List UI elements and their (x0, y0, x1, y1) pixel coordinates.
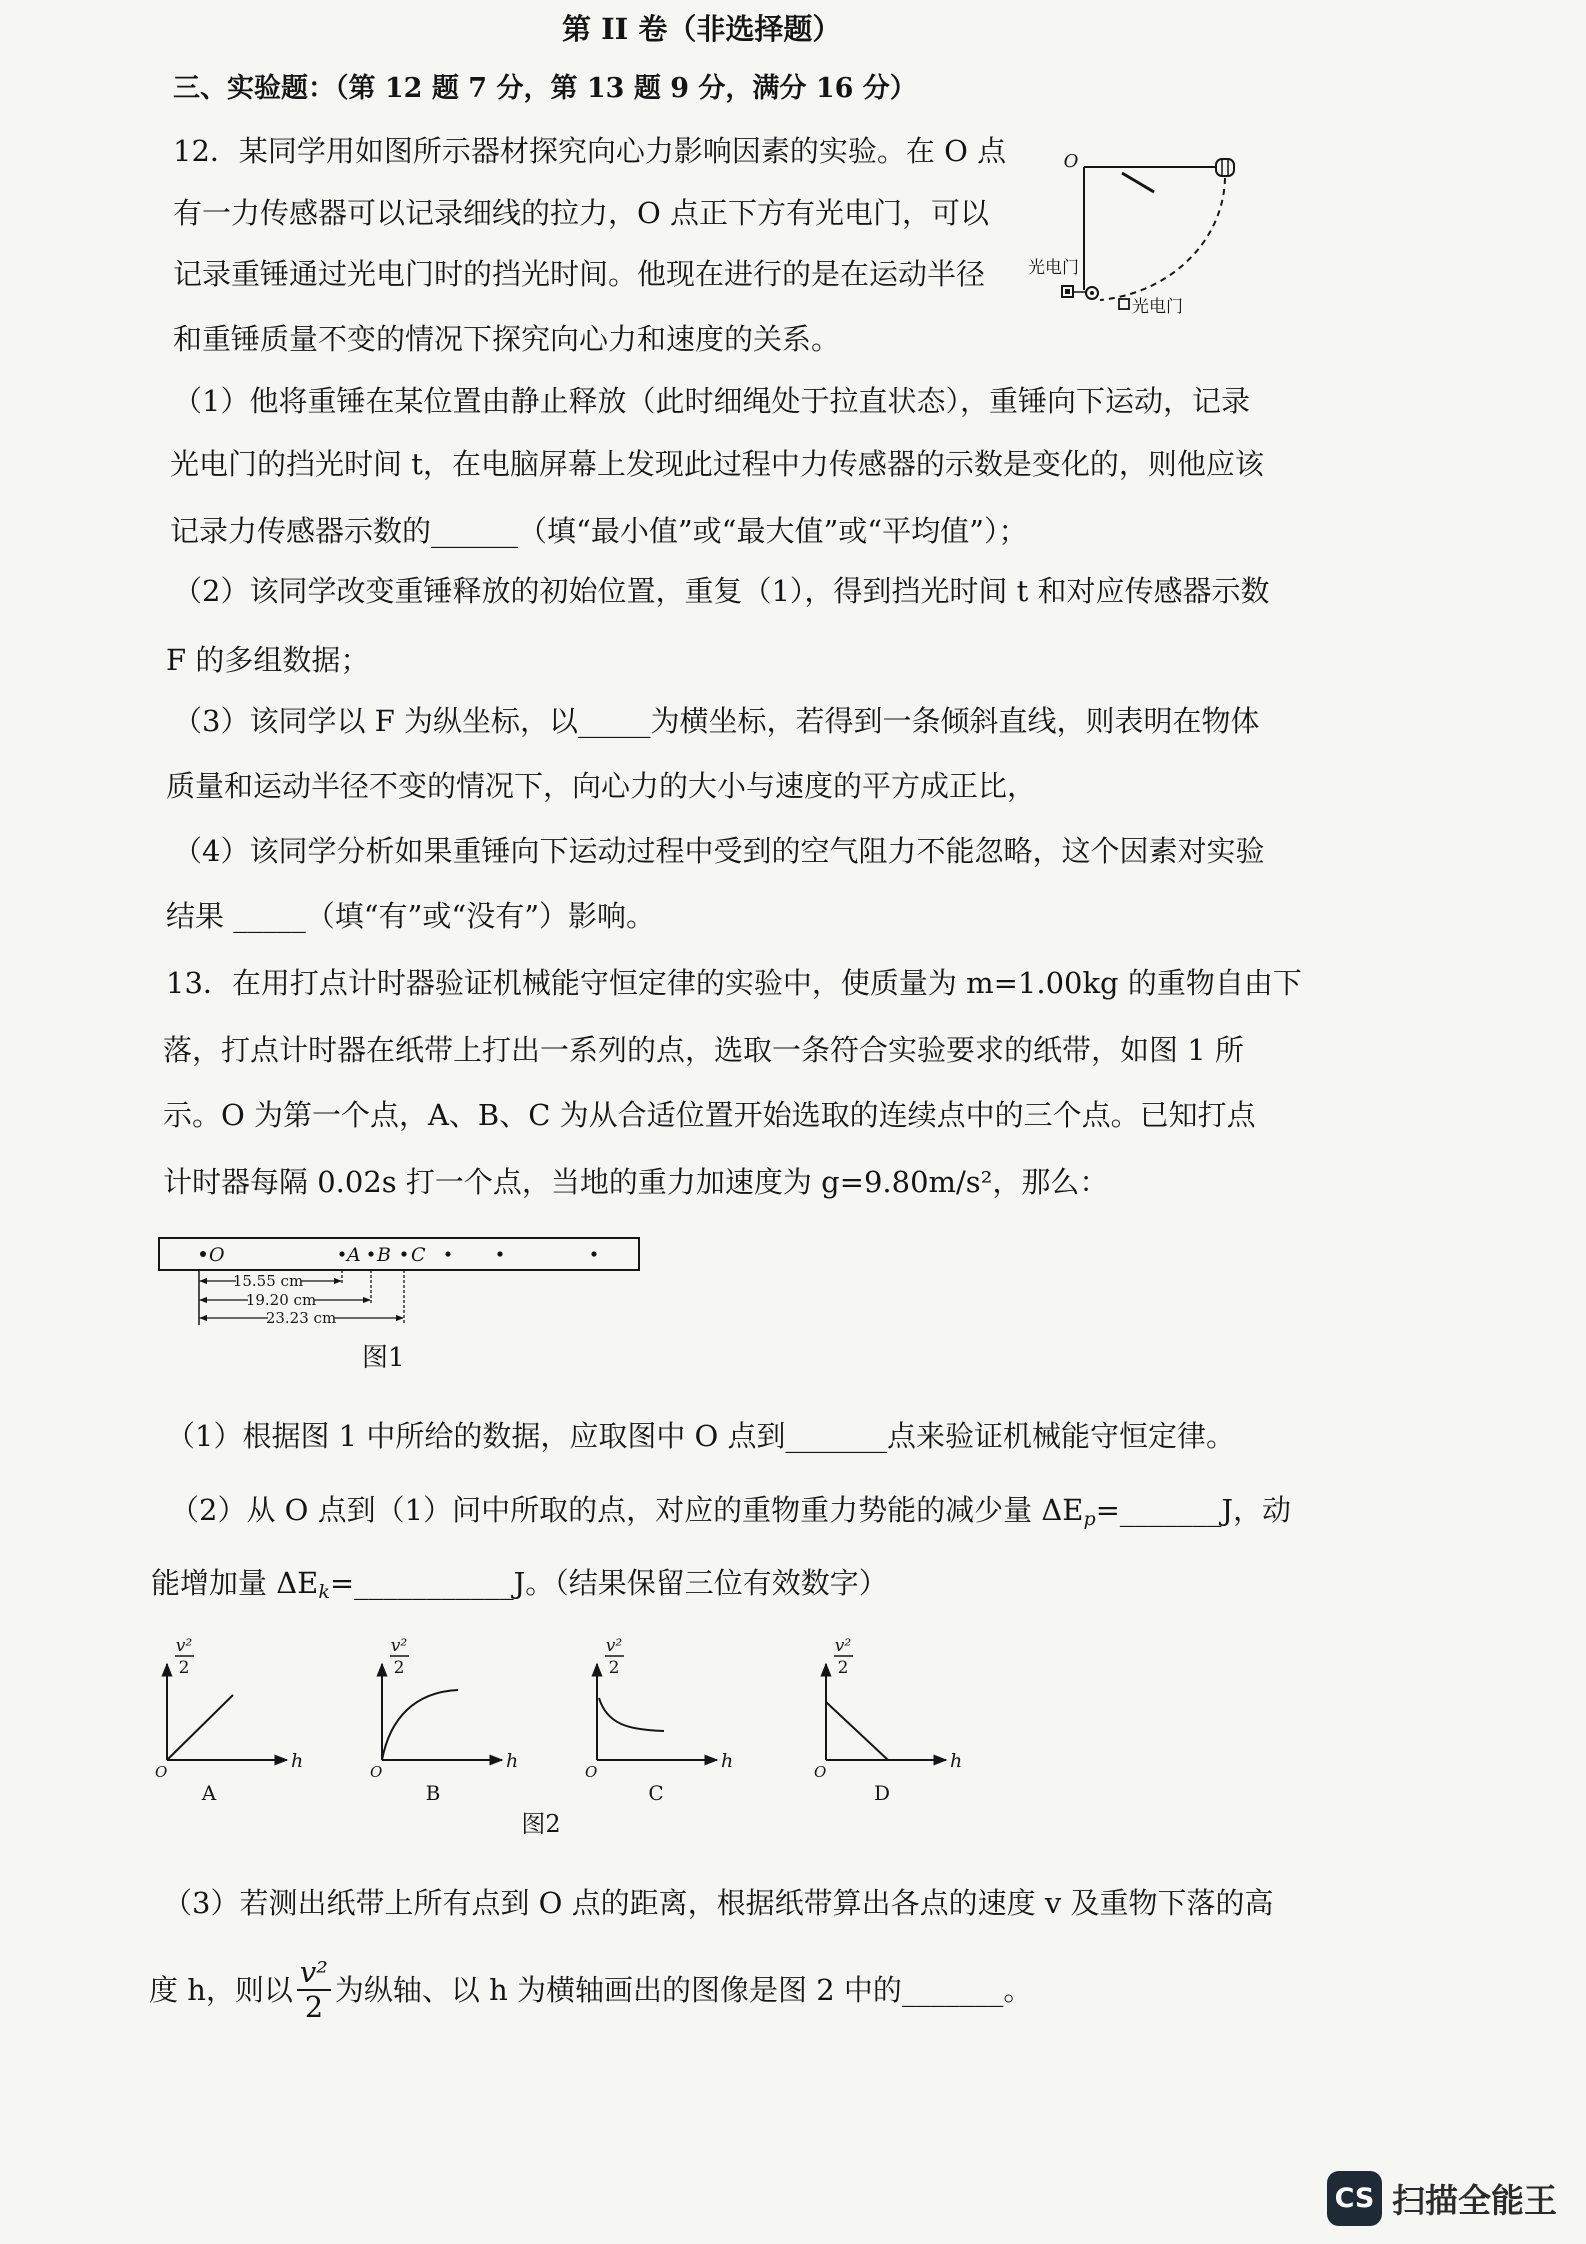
origin-label: O (814, 1763, 827, 1781)
x-axis-label: h (721, 1750, 734, 1772)
q12-part4-line-2: 结果 _____（填“有”或“没有”）影响。 (166, 899, 656, 933)
graph-options-figure (140, 1628, 980, 1843)
tape-label-c: C (411, 1244, 426, 1266)
q13-part2-line-1-lead: （2）从 O 点到（1）问中所取的点，对应的重物重力势能的减少量 ΔE (170, 1493, 1084, 1527)
swing-path-dashed (1100, 178, 1225, 300)
pendulum-apparatus-figure (1020, 140, 1260, 330)
graph-option-d (814, 1636, 962, 1805)
x-axis-label: h (506, 1750, 519, 1772)
distance-oa-label: 15.55 cm (232, 1272, 304, 1290)
pivot-label: O (1063, 151, 1079, 172)
section-heading: 三、实验题：（第 12 题 7 分，第 13 题 9 分，满分 16 分） (173, 73, 917, 104)
kinetic-energy-subscript: k (318, 1581, 330, 1603)
y-axis-label-denominator: 2 (178, 1658, 190, 1678)
tape-label-o: O (209, 1244, 225, 1266)
origin-label: O (155, 1763, 168, 1781)
q13-part3-line-2-tail: 为纵轴、以 h 为横轴画出的图像是图 2 中的_______。 (334, 1973, 1033, 2007)
q12-part4-line-1: （4）该同学分析如果重锤向下运动过程中受到的空气阻力不能忽略，这个因素对实验 (173, 834, 1265, 868)
paper-title: 第 II 卷（非选择题） (562, 12, 842, 46)
graph-option-b (370, 1636, 518, 1805)
tape-point (497, 1251, 502, 1256)
q13-stem-line-1: 13．在用打点计时器验证机械能守恒定律的实验中，使质量为 m=1.00kg 的重物自由下 (166, 966, 1302, 1000)
photogate-box-left-inner (1065, 289, 1070, 294)
scanner-logo-text: 扫描全能王 (1392, 2180, 1557, 2220)
origin-label: O (585, 1763, 598, 1781)
option-label-b: B (425, 1781, 441, 1805)
weight-released (1216, 159, 1234, 176)
tape-point (591, 1251, 596, 1256)
y-axis-label-numerator: v² (175, 1636, 193, 1656)
q13-part3-line-2 (149, 1948, 1032, 2032)
origin-label: O (370, 1763, 383, 1781)
graph-line-rising (167, 1695, 233, 1760)
q13-part3-line-2-lead: 度 h，则以 (149, 1973, 293, 2007)
option-label-d: D (873, 1781, 891, 1805)
y-axis-label-numerator: v² (390, 1636, 408, 1656)
graph-option-a (155, 1636, 303, 1805)
q12-stem-line-2: 有一力传感器可以记录细线的拉力，O 点正下方有光电门，可以 (173, 196, 989, 230)
q12-part3-line-2: 质量和运动半径不变的情况下，向心力的大小与速度的平方成正比， (166, 769, 1037, 803)
q13-part2-line-1-tail: =_______J，动 (1095, 1493, 1292, 1527)
q13-part1-line: （1）根据图 1 中所给的数据，应取图中 O 点到_______点来验证机械能守恒定律。 (166, 1419, 1236, 1453)
scanner-watermark (1327, 2170, 1557, 2226)
graph-option-c (585, 1636, 733, 1805)
gate-label-left: 光电门 (1028, 258, 1079, 278)
y-axis-label-numerator: v² (605, 1636, 623, 1656)
half-v-squared-fraction (297, 1956, 331, 2025)
q13-part2-line-2-tail: =___________J。（结果保留三位有效数字） (329, 1566, 888, 1600)
paper-tape-figure (150, 1228, 670, 1338)
q12-stem-line-1: 12．某同学用如图所示器材探究向心力影响因素的实验。在 O 点 (173, 134, 1007, 168)
tape-point-a (339, 1251, 344, 1256)
paper-tape (159, 1238, 639, 1270)
y-axis-label-denominator: 2 (837, 1658, 849, 1678)
x-axis-label: h (950, 1750, 963, 1772)
graph-line-falling (826, 1702, 888, 1760)
tape-label-b: B (377, 1244, 391, 1266)
q12-part1-line-2: 光电门的挡光时间 t，在电脑屏幕上发现此过程中力传感器的示数是变化的，则他应该 (170, 447, 1264, 481)
q13-stem-line-2: 落，打点计时器在纸带上打出一系列的点，选取一条符合实验要求的纸带，如图 1 所 (163, 1033, 1244, 1067)
graph-curve-saturating (382, 1690, 458, 1760)
q12-part2-line-1: （2）该同学改变重锤释放的初始位置，重复（1），得到挡光时间 t 和对应传感器示数 (173, 574, 1270, 608)
y-axis-label-denominator: 2 (393, 1658, 405, 1678)
gate-label-right: 光电门 (1132, 297, 1183, 317)
q12-stem-line-3: 记录重锤通过光电门时的挡光时间。他现在进行的是在运动半径 (173, 257, 986, 291)
q12-part1-line-1: （1）他将重锤在某位置由静止释放（此时细绳处于拉直状态），重锤向下运动，记录 (173, 384, 1250, 418)
figure-1-caption: 图1 (362, 1343, 405, 1373)
option-label-a: A (201, 1781, 217, 1805)
y-axis-label-numerator: v² (834, 1636, 852, 1656)
q12-part2-line-2: F 的多组数据； (166, 643, 370, 677)
tape-point-c (401, 1251, 406, 1256)
q13-part2-line-2 (151, 1565, 888, 1601)
fraction-numerator: v² (297, 1956, 331, 1991)
weight-bottom-core (1090, 291, 1094, 295)
scanner-logo-badge: CS (1327, 2171, 1382, 2226)
x-axis-label: h (291, 1750, 304, 1772)
distance-ob-label: 19.20 cm (245, 1291, 317, 1309)
figure-2-caption: 图2 (521, 1810, 561, 1838)
q12-stem-line-4: 和重锤质量不变的情况下探究向心力和速度的关系。 (173, 322, 841, 356)
q12-part3-line-1: （3）该同学以 F 为纵坐标，以_____为横坐标，若得到一条倾斜直线，则表明在物体 (173, 704, 1260, 738)
q13-part2-line-1 (170, 1492, 1291, 1528)
tape-point-o (200, 1251, 206, 1257)
q13-part3-line-1: （3）若测出纸带上所有点到 O 点的距离，根据纸带算出各点的速度 v 及重物下落的高 (163, 1886, 1274, 1920)
q12-part1-line-3: 记录力传感器示数的______（填“最小值”或“最大值”或“平均值”）； (170, 514, 1028, 548)
tape-point-b (368, 1251, 373, 1256)
distance-oc-label: 23.23 cm (265, 1309, 337, 1327)
tape-point (445, 1251, 450, 1256)
photogate-box-right (1119, 299, 1129, 309)
fraction-denominator: 2 (304, 1990, 324, 2024)
tape-label-a: A (347, 1244, 361, 1266)
q13-stem-line-3: 示。O 为第一个点，A、B、C 为从合适位置开始选取的连续点中的三个点。已知打点 (163, 1098, 1256, 1132)
y-axis-label-denominator: 2 (608, 1658, 620, 1678)
potential-energy-subscript: p (1083, 1508, 1096, 1530)
option-label-c: C (648, 1781, 664, 1805)
graph-curve-decreasing (599, 1698, 664, 1731)
force-sensor-mark (1122, 173, 1154, 192)
q13-stem-line-4: 计时器每隔 0.02s 打一个点，当地的重力加速度为 g=9.80m/s²，那么： (163, 1165, 1109, 1199)
q13-part2-line-2-lead: 能增加量 ΔE (151, 1566, 319, 1600)
